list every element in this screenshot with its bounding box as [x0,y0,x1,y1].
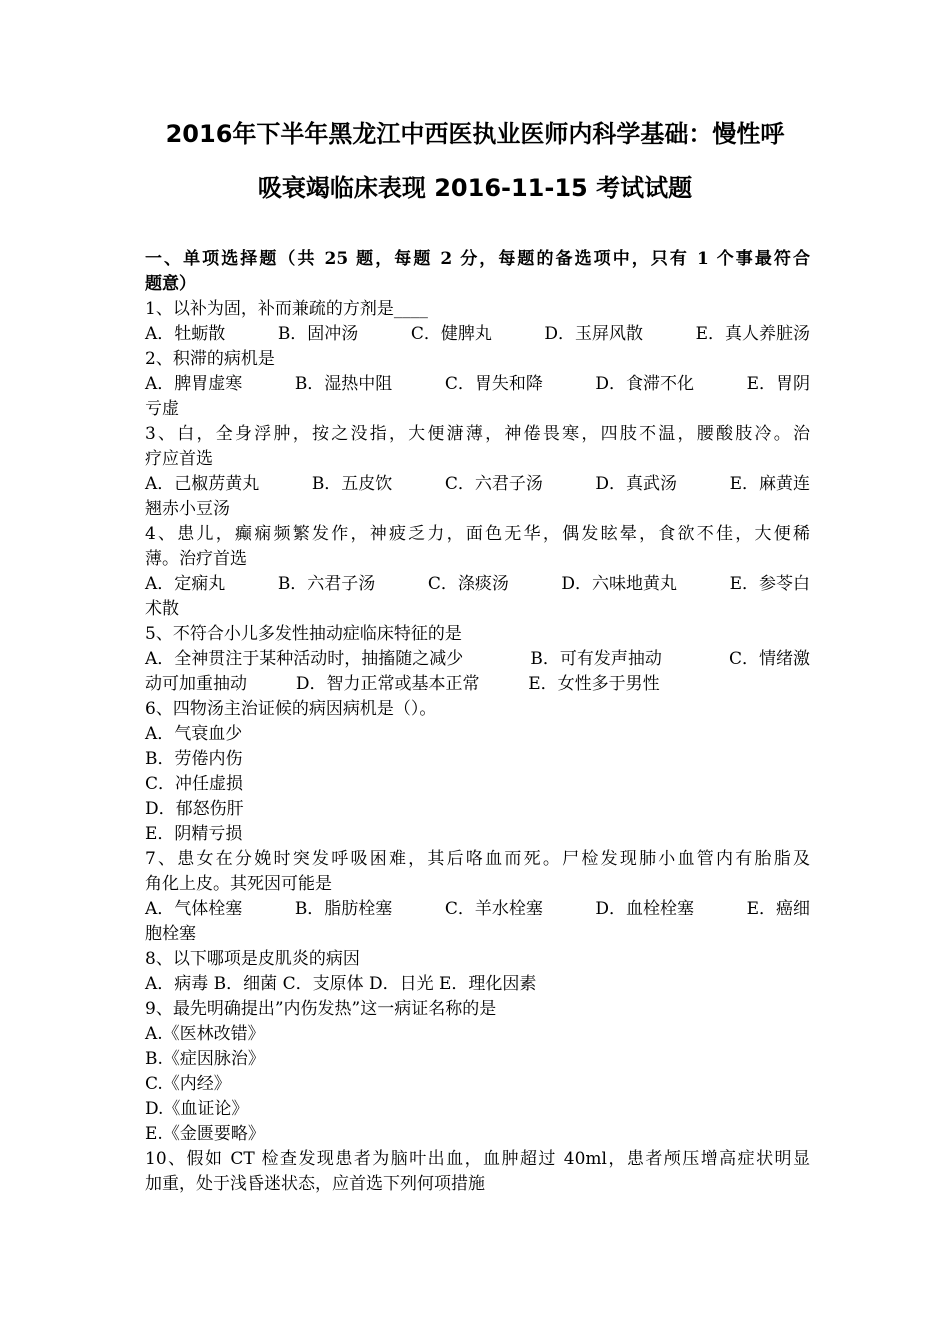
section-heading-line-1: 一、单项选择题（共 25 题，每题 2 分，每题的备选项中，只有 1 个事最符合 [145,249,810,269]
option-b: B．六君子汤 [277,574,376,594]
question-2-options-continued: 亏虚 [145,399,179,419]
question-5-options-line-1 [145,647,810,672]
option-c: C．胃失和降 [444,374,543,394]
option-c-continued: 动可加重抽动 [145,674,247,694]
option-a: A．气衰血少 [145,724,243,744]
option-c: C．冲任虚损 [145,774,244,794]
question-8-stem: 8、以下哪项是皮肌炎的病因 [145,949,360,969]
option-b: B．湿热中阻 [294,374,393,394]
question-5-options-line-2 [145,672,810,697]
question-7-stem-line-1: 7、患女在分娩时突发呼吸困难，其后咯血而死。尸检发现肺小血管内有胎脂及 [145,849,810,869]
question-4-options-continued: 术散 [145,599,179,619]
question-3-options-continued: 翘赤小豆汤 [145,499,230,519]
question-4-stem-line-2: 薄。治疗首选 [145,549,247,569]
question-9-stem: 9、最先明确提出”内伤发热”这一病证名称的是 [145,999,497,1019]
option-d: D．食滞不化 [595,374,695,394]
question-2-stem: 2、积滞的病机是 [145,349,275,369]
option-d: D．真武汤 [595,474,678,494]
option-d: D．血栓栓塞 [595,899,695,919]
section-heading-line-2: 题意） [145,274,196,294]
option-e: E．女性多于男性 [528,674,660,694]
question-3-stem-line-2: 疗应首选 [145,449,213,469]
question-8-options: A．病毒 B．细菌 C．支原体 D．日光 E．理化因素 [145,974,537,994]
option-c: C．羊水栓塞 [444,899,543,919]
option-d: D．玉屏风散 [544,324,644,344]
question-4-options [145,572,810,597]
option-b: B．固冲汤 [277,324,359,344]
question-3-options [145,472,810,497]
question-6-stem: 6、四物汤主治证候的病因病机是（）。 [145,699,437,719]
option-c: C．情绪激 [728,649,810,669]
option-c: C．涤痰汤 [427,574,509,594]
option-a: A．全神贯注于某种活动时，抽搐随之减少 [145,649,464,669]
option-a: A．气体栓塞 [145,899,243,919]
option-e: E．真人养脏汤 [695,324,810,344]
option-a: A．牡蛎散 [145,324,226,344]
option-e: E．胃阴 [746,374,810,394]
option-c: C．健脾丸 [410,324,492,344]
question-4-stem-line-1: 4、患儿，癫痫频繁发作，神疲乏力，面色无华，偶发眩晕，食欲不佳，大便稀 [145,524,810,544]
option-a: A.《医林改错》 [145,1024,265,1044]
option-e: E．麻黄连 [729,474,810,494]
option-a: A．定痫丸 [145,574,226,594]
document-title-line-2: 吸衰竭临床表现 2016-11-15 考试试题 [257,174,693,202]
option-b: B.《症因脉治》 [145,1049,265,1069]
option-e: E．癌细 [746,899,810,919]
question-7-options-continued: 胞栓塞 [145,924,196,944]
option-b: B．可有发声抽动 [530,649,662,669]
question-5-stem: 5、不符合小儿多发性抽动症临床特征的是 [145,624,462,644]
question-7-options [145,897,810,922]
option-d: D．智力正常或基本正常 [295,674,480,694]
option-b: B．劳倦内伤 [145,749,243,769]
option-d: D.《血证论》 [145,1099,249,1119]
document-title-line-1: 2016年下半年黑龙江中西医执业医师内科学基础：慢性呼 [165,120,785,148]
option-c: C．六君子汤 [444,474,543,494]
question-1-stem: 1、以补为固，补而兼疏的方剂是____ [145,299,428,319]
question-2-options [145,372,810,397]
question-1-options [145,322,810,347]
option-a: A．脾胃虚寒 [145,374,243,394]
option-e: E．阴精亏损 [145,824,243,844]
option-e: E.《金匮要略》 [145,1124,265,1144]
option-e: E．参苓白 [729,574,810,594]
option-b: B．五皮饮 [311,474,393,494]
option-d: D．六味地黄丸 [561,574,678,594]
option-a: A．己椒苈黄丸 [145,474,260,494]
question-10-stem-line-2: 加重，处于浅昏迷状态，应首选下列何项措施 [145,1174,485,1194]
option-c: C.《内经》 [145,1074,231,1094]
question-3-stem-line-1: 3、白，全身浮肿，按之没指，大便溏薄，神倦畏寒，四肢不温，腰酸肢冷。治 [145,424,810,444]
question-7-stem-line-2: 角化上皮。其死因可能是 [145,874,332,894]
question-10-stem-line-1: 10、假如 CT 检查发现患者为脑叶出血，血肿超过 40ml，患者颅压增高症状明显 [145,1149,810,1169]
document-body [145,247,810,1197]
option-b: B．脂肪栓塞 [294,899,393,919]
option-d: D．郁怒伤肝 [145,799,244,819]
